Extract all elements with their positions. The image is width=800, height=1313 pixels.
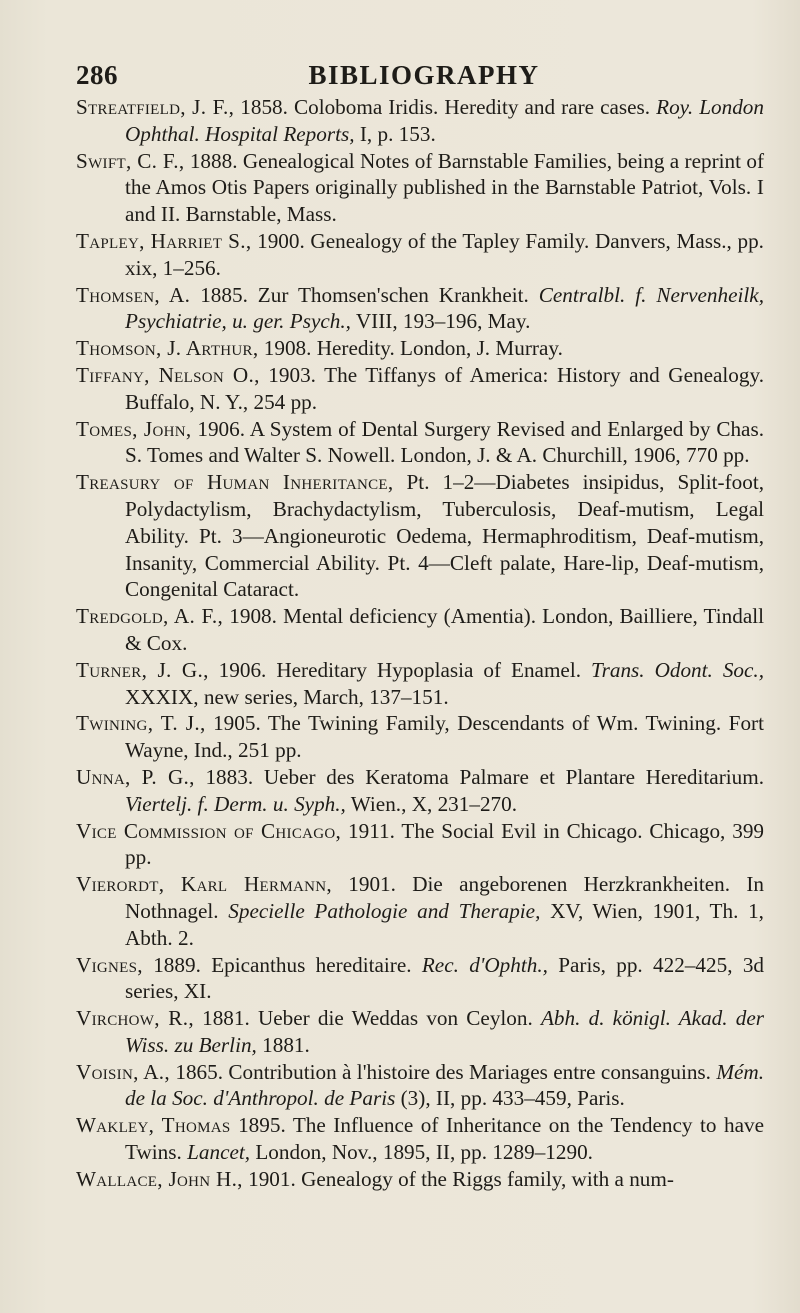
bibliography-entry: [76, 952, 764, 1006]
entry-author: Wakley, Thomas: [76, 1113, 231, 1138]
page-header: [76, 58, 744, 94]
entry-author: Turner, J. G.,: [76, 657, 209, 682]
bibliography-entry: [76, 148, 764, 228]
bibliography-entry: [76, 1059, 764, 1113]
bibliography-entry: [76, 764, 764, 818]
bibliography-entry: [76, 818, 764, 872]
entry-text-tail: XXXIX, new series, March, 137–151.: [125, 684, 449, 709]
entry-author: Virchow, R.,: [76, 1006, 194, 1031]
entry-citation: Roy. London Ophthal. Hospital Reports,: [125, 95, 764, 146]
entry-text: 1883. Ueber des Keratoma Palmare et Plantare Hereditarium.: [194, 764, 765, 789]
entry-text-tail: XV, Wien, 1901, Th. 1, Abth. 2.: [125, 898, 764, 950]
entry-citation: Viertelj. f. Derm. u. Syph.,: [125, 791, 346, 816]
entry-author: Tapley, Harriet S.,: [76, 228, 252, 253]
entry-author: Tredgold, A. F.,: [76, 604, 224, 629]
bibliography-entry: [76, 362, 764, 416]
entry-author: Treasury of Human Inheritance,: [76, 470, 394, 495]
entry-citation: Mém. de la Soc. d'Anthropol. de Paris: [125, 1059, 764, 1111]
bibliography-entry: [76, 1005, 764, 1059]
bibliography-entry: [76, 657, 764, 711]
entry-text: 1881. Ueber die Weddas von Ceylon.: [193, 1006, 541, 1031]
entry-text: 1901. Genealogy of the Riggs family, with a num-: [242, 1166, 674, 1191]
entry-text: 1905. The Twining Family, Descendants of Wm. Twining. Fort Wayne, Ind., 251 pp.: [125, 711, 764, 763]
entry-author: Voisin, A.,: [76, 1059, 170, 1084]
entry-text-tail: VIII, 193–196, May.: [350, 309, 531, 334]
entry-author: Thomson, J. Arthur,: [76, 336, 259, 361]
entry-citation: Specielle Pathologie and Therapie,: [228, 898, 541, 923]
entry-author: Wallace, John H.,: [76, 1166, 243, 1191]
bibliography-entry: [76, 871, 764, 951]
entry-text: 1903. The Tiffanys of America: History and Genealogy. Buffalo, N. Y., 254 pp.: [125, 362, 764, 414]
entry-text: 1888. Genealogical Notes of Barnstable Families, being a reprint of the Amos Otis Papers originally published in the Barnstable Patriot, Vols. I and II. Barnstable, Mass.: [125, 148, 765, 227]
entry-text: 1908. Heredity. London, J. Murray.: [258, 336, 563, 361]
bibliography-entry: [76, 228, 764, 282]
entry-text: Pt. 1–2—Diabetes insipidus, Split-foot, Polydactylism, Brachydactylism, Tuberculosis, Deaf-mutism, Legal Ability. Pt. 3—Angioneurotic Oedema, Hermaphroditism, Deaf-mutism, Insanity, Commercial Ability. Pt. 4—Cleft palate, Hare-lip, Deaf-mutism, Congenital Cataract.: [125, 470, 765, 602]
entry-text: 1865. Contribution à l'histoire des Mariages entre consanguins.: [169, 1059, 717, 1084]
entry-author: Streatfield, J. F.,: [76, 95, 235, 119]
entry-text-tail: London, Nov., 1895, II, pp. 1289–1290.: [250, 1140, 593, 1165]
entry-text: 1895. The Influence of Inheritance on the Tendency to have Twins.: [125, 1113, 764, 1165]
entry-author: Unna, P. G.,: [76, 764, 195, 789]
bibliography-entry: [76, 94, 764, 148]
entry-author: Vierordt, Karl Hermann,: [76, 872, 332, 897]
entry-text: 1900. Genealogy of the Tapley Family. Danvers, Mass., pp. xix, 1–256.: [125, 228, 764, 280]
page-number: 286: [76, 60, 118, 90]
bibliography-entry: [76, 603, 764, 657]
entry-text: 1911. The Social Evil in Chicago. Chicago, 399 pp.: [125, 818, 765, 870]
entry-citation: Abh. d. königl. Akad. der Wiss. zu Berlin,: [125, 1006, 764, 1057]
entry-text: 1858. Coloboma Iridis. Heredity and rare cases.: [234, 95, 657, 119]
entry-citation: Rec. d'Ophth.,: [421, 952, 548, 977]
entry-text: 1885. Zur Thomsen'schen Krankheit.: [190, 282, 539, 307]
entry-author: Swift, C. F.,: [76, 148, 185, 173]
entry-text: 1889. Epicanthus hereditaire.: [142, 952, 422, 977]
entry-text: 1908. Mental deficiency (Amentia). London, Bailliere, Tindall & Cox.: [125, 604, 764, 655]
bibliography-entry: [76, 282, 764, 336]
bibliography-entry: [76, 710, 764, 764]
entry-author: Twining, T. J.,: [76, 711, 206, 736]
bibliography-entry: [76, 335, 764, 362]
entry-citation: Trans. Odont. Soc.,: [591, 657, 765, 682]
bibliography-entry: [76, 1166, 764, 1193]
entry-text-tail: Wien., X, 231–270.: [345, 791, 518, 816]
running-head: BIBLIOGRAPHY: [308, 60, 540, 90]
entry-text-tail: I, p. 153.: [354, 121, 436, 146]
bibliography-entry: [76, 416, 764, 470]
bibliography-list: [76, 94, 764, 1193]
entry-author: Vignes,: [76, 952, 143, 977]
entry-text: 1906. Hereditary Hypoplasia of Enamel.: [208, 657, 591, 682]
bibliography-entry: [76, 469, 764, 603]
entry-text: 1901. Die angeborenen Herzkrankheiten. In Nothnagel.: [125, 872, 764, 923]
entry-citation: Centralbl. f. Nervenheilk, Psychiatrie, u. ger. Psych.,: [125, 282, 765, 334]
entry-author: Tiffany, Nelson O.,: [76, 362, 260, 387]
entry-text-tail: Paris, pp. 422–425, 3d series, XI.: [125, 952, 765, 1004]
entry-text: 1906. A System of Dental Surgery Revised and Enlarged by Chas. S. Tomes and Walter S. Nowell. London, J. & A. Churchill, 1906, 770 pp.: [125, 416, 764, 468]
entry-text-tail: 1881.: [256, 1032, 310, 1057]
entry-author: Vice Commission of Chicago,: [76, 818, 342, 843]
entry-author: Tomes, John,: [76, 416, 192, 441]
bibliography-entry: [76, 1112, 764, 1166]
entry-text-tail: (3), II, pp. 433–459, Paris.: [395, 1086, 625, 1111]
entry-citation: Lancet,: [187, 1140, 251, 1165]
entry-author: Thomsen, A.: [76, 282, 191, 307]
